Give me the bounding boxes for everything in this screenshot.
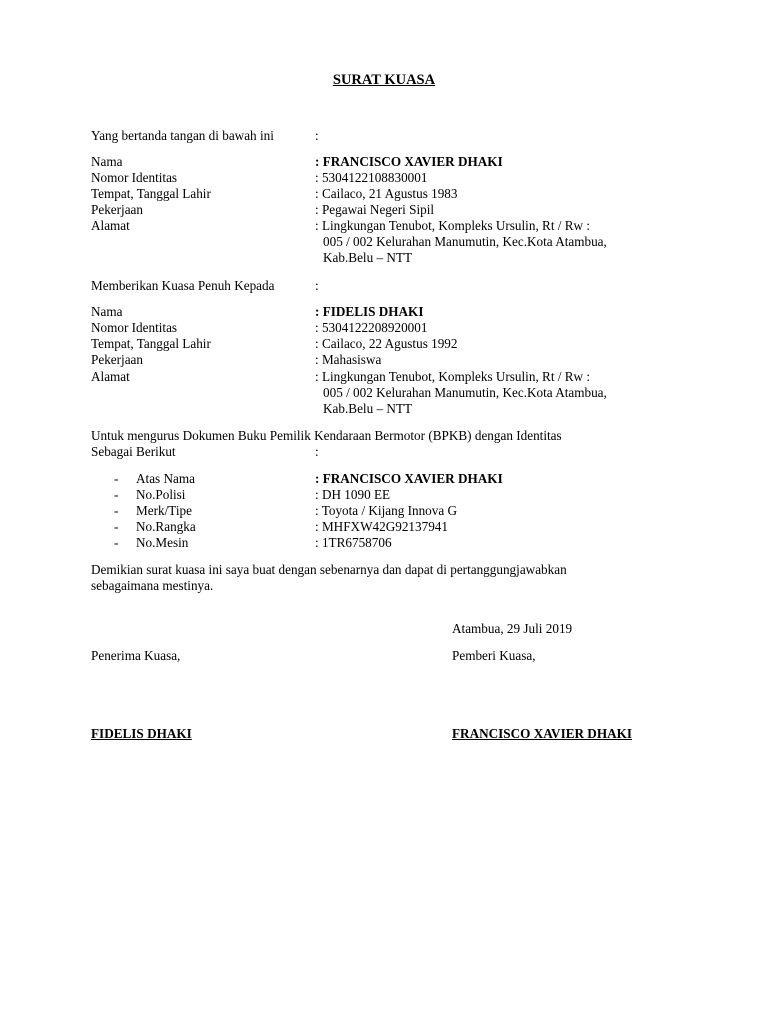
receiver-label: Penerima Kuasa, <box>91 648 181 663</box>
vehicle-item-dash: - <box>114 487 119 502</box>
receiver-name: FIDELIS DHAKI <box>91 726 192 741</box>
vehicle-engine-label: No.Mesin <box>136 535 189 550</box>
purpose-colon: : <box>315 444 319 459</box>
grantee-job-value: : Mahasiswa <box>315 352 382 367</box>
grantor-job-value: : Pegawai Negeri Sipil <box>315 202 435 217</box>
vehicle-engine-value: : 1TR6758706 <box>315 535 392 550</box>
vehicle-item-dash: - <box>114 535 119 550</box>
vehicle-brand-value: : Toyota / Kijang Innova G <box>315 503 458 518</box>
vehicle-chassis-label: No.Rangka <box>136 519 196 534</box>
grantee-address-line1: : Lingkungan Tenubot, Kompleks Ursulin, Rt / Rw : <box>315 369 591 384</box>
vehicle-brand-label: Merk/Tipe <box>136 503 192 518</box>
grantor-address-label: Alamat <box>91 218 130 233</box>
vehicle-owner-value: : FRANCISCO XAVIER DHAKI <box>315 471 503 486</box>
grantee-id-value: : 5304122208920001 <box>315 320 428 335</box>
giver-label: Pemberi Kuasa, <box>452 648 536 663</box>
document-title: SURAT KUASA <box>332 72 436 88</box>
vehicle-item-dash: - <box>114 503 119 518</box>
grantor-name-label: Nama <box>91 154 123 169</box>
grantor-birth-label: Tempat, Tanggal Lahir <box>91 186 211 201</box>
grantor-address-line2: 005 / 002 Kelurahan Manumutin, Kec.Kota Atambua, <box>323 234 607 249</box>
intro-colon: : <box>315 128 319 143</box>
vehicle-plate-label: No.Polisi <box>136 487 186 502</box>
closing-line2: sebagaimana mestinya. <box>91 578 214 593</box>
closing-line1: Demikian surat kuasa ini saya buat dengan sebenarnya dan dapat di pertanggungjawabkan <box>91 562 567 577</box>
grantor-address-line1: : Lingkungan Tenubot, Kompleks Ursulin, Rt / Rw : <box>315 218 591 233</box>
intro-label: Yang bertanda tangan di bawah ini <box>91 128 274 143</box>
place-date: Atambua, 29 Juli 2019 <box>452 621 573 636</box>
vehicle-owner-label: Atas Nama <box>136 471 195 486</box>
vehicle-plate-value: : DH 1090 EE <box>315 487 391 502</box>
grantee-address-label: Alamat <box>91 369 130 384</box>
grant-label: Memberikan Kuasa Penuh Kepada <box>91 278 275 293</box>
grantor-id-label: Nomor Identitas <box>91 170 178 185</box>
vehicle-item-dash: - <box>114 471 119 486</box>
grantee-birth-label: Tempat, Tanggal Lahir <box>91 336 211 351</box>
vehicle-chassis-value: : MHFXW42G92137941 <box>315 519 448 534</box>
grantee-name-value: : FIDELIS DHAKI <box>315 304 424 319</box>
grantor-id-value: : 5304122108830001 <box>315 170 428 185</box>
purpose-line1: Untuk mengurus Dokumen Buku Pemilik Kendaraan Bermotor (BPKB) dengan Identitas <box>91 428 562 443</box>
grantee-birth-value: : Cailaco, 22 Agustus 1992 <box>315 336 458 351</box>
grantor-address-line3: Kab.Belu – NTT <box>323 250 412 265</box>
grantee-id-label: Nomor Identitas <box>91 320 178 335</box>
grantee-name-label: Nama <box>91 304 123 319</box>
grantee-address-line3: Kab.Belu – NTT <box>323 401 412 416</box>
purpose-line2: Sebagai Berikut <box>91 444 176 459</box>
grantor-name-value: : FRANCISCO XAVIER DHAKI <box>315 154 503 169</box>
giver-name: FRANCISCO XAVIER DHAKI <box>452 726 633 741</box>
grantor-birth-value: : Cailaco, 21 Agustus 1983 <box>315 186 458 201</box>
grantee-address-line2: 005 / 002 Kelurahan Manumutin, Kec.Kota Atambua, <box>323 385 607 400</box>
grantee-job-label: Pekerjaan <box>91 352 143 367</box>
grant-colon: : <box>315 278 319 293</box>
grantor-job-label: Pekerjaan <box>91 202 143 217</box>
vehicle-item-dash: - <box>114 519 119 534</box>
